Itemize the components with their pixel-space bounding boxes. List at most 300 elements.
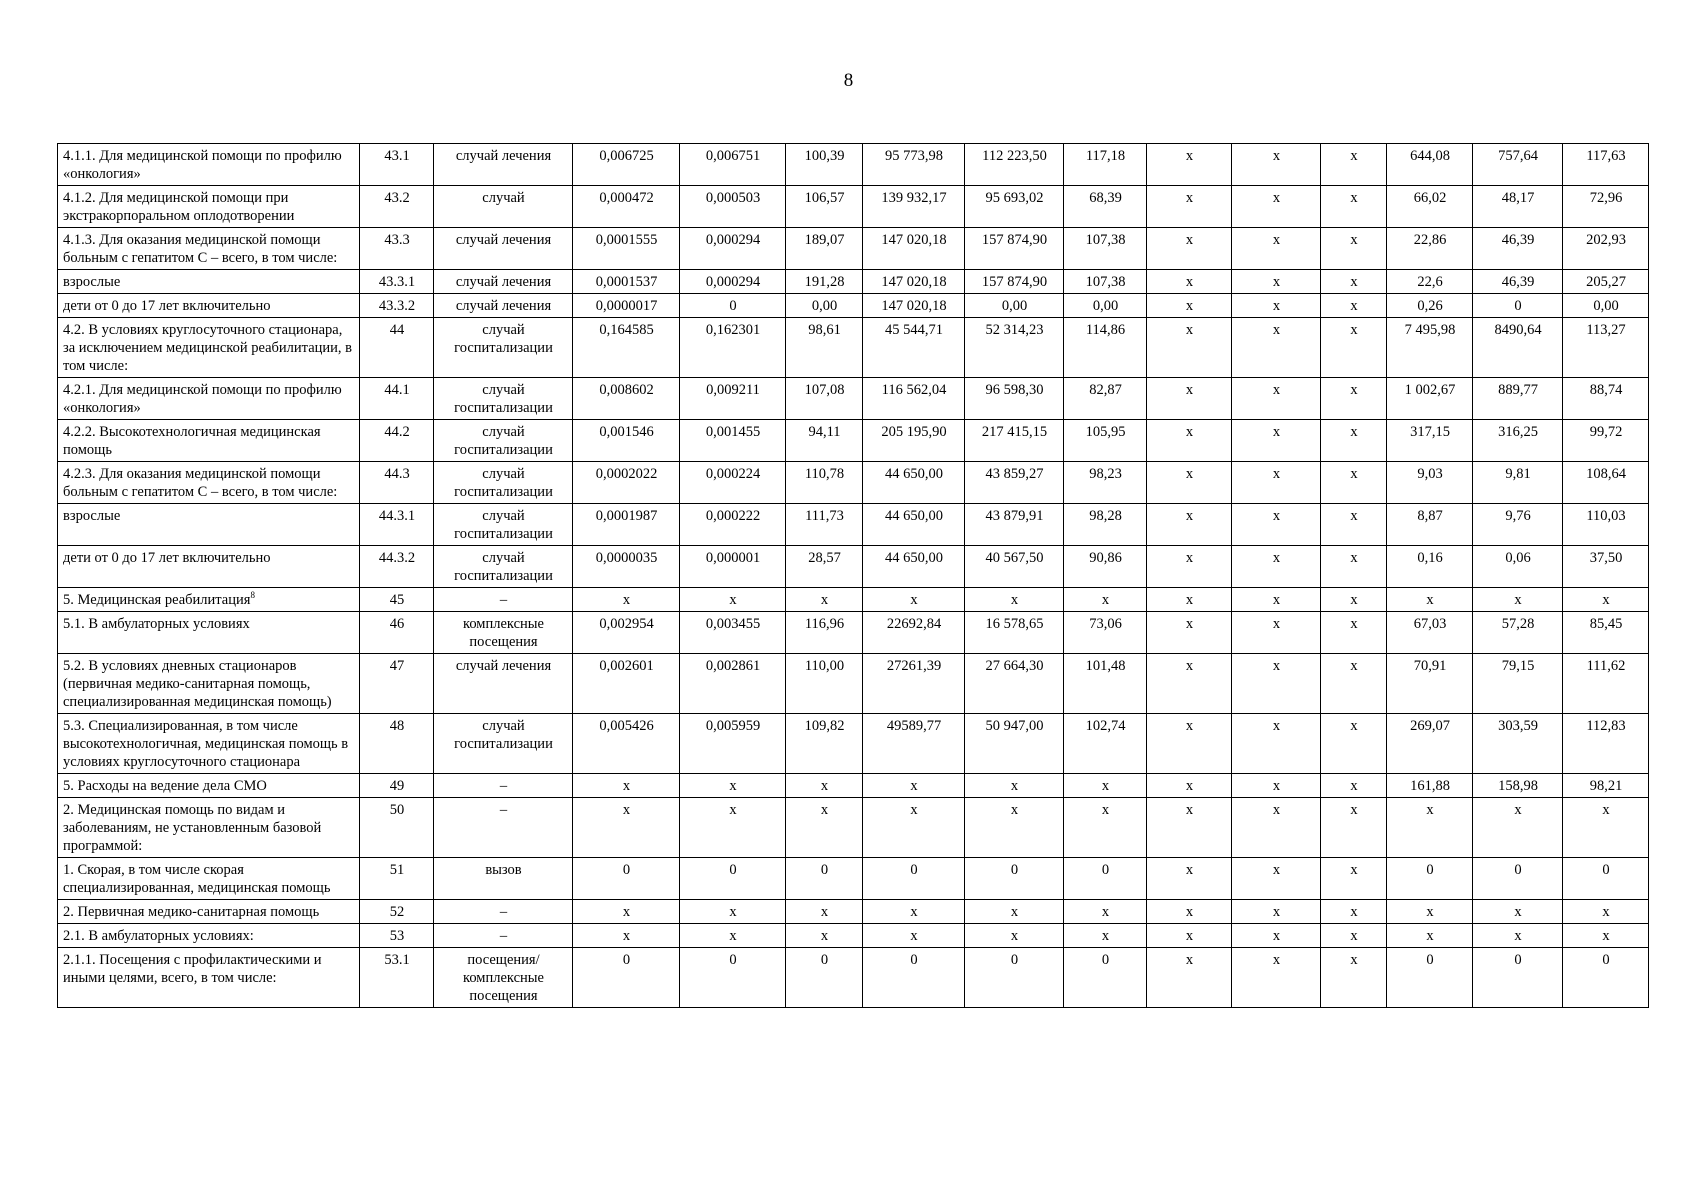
value-cell-col-9: 73,06	[1064, 612, 1147, 654]
row-unit-cell: случай	[434, 186, 573, 228]
table-row	[58, 588, 1649, 612]
value-cell-col-10: x	[1147, 318, 1232, 378]
value-cell-col-8: 112 223,50	[965, 144, 1064, 186]
row-name-cell	[58, 270, 360, 294]
value-cell-col-8: 0	[965, 948, 1064, 1008]
row-name: 4.1.3. Для оказания медицинской помощи больным с гепатитом С – всего, в том числе:	[63, 232, 338, 266]
value-cell-col-5: 0,000294	[680, 270, 786, 294]
value-cell-col-13: x	[1387, 900, 1473, 924]
table-row	[58, 504, 1649, 546]
value-cell-col-10: x	[1147, 900, 1232, 924]
value-cell-col-10: x	[1147, 774, 1232, 798]
value-cell-col-6: 0	[786, 948, 863, 1008]
value-cell-col-5: 0,002861	[680, 654, 786, 714]
row-unit-cell: случай лечения	[434, 294, 573, 318]
value-cell-col-15: 72,96	[1563, 186, 1649, 228]
value-cell-col-10: x	[1147, 714, 1232, 774]
row-unit-cell: вызов	[434, 858, 573, 900]
row-unit-cell: –	[434, 924, 573, 948]
value-cell-col-10: x	[1147, 798, 1232, 858]
value-cell-col-15: 37,50	[1563, 546, 1649, 588]
row-name: 2. Медицинская помощь по видам и заболеваниям, не установленным базовой программой:	[63, 802, 322, 854]
page-number: 8	[843, 70, 854, 91]
value-cell-col-9: 98,28	[1064, 504, 1147, 546]
value-cell-col-4: 0,001546	[573, 420, 680, 462]
row-name: дети от 0 до 17 лет включительно	[63, 550, 271, 566]
value-cell-col-11: x	[1232, 612, 1321, 654]
table-row	[58, 798, 1649, 858]
value-cell-col-4: 0,0000035	[573, 546, 680, 588]
row-code-cell: 43.3.1	[360, 270, 434, 294]
value-cell-col-11: x	[1232, 948, 1321, 1008]
value-cell-col-4: x	[573, 774, 680, 798]
value-cell-col-9: 117,18	[1064, 144, 1147, 186]
value-cell-col-14: x	[1473, 588, 1563, 612]
value-cell-col-7: 44 650,00	[863, 546, 965, 588]
row-name: 5.3. Специализированная, в том числе высокотехнологичная, медицинская помощь в условиях круглосуточного стационара	[63, 718, 349, 770]
value-cell-col-7: 147 020,18	[863, 228, 965, 270]
value-cell-col-12: x	[1321, 270, 1387, 294]
table-row	[58, 378, 1649, 420]
value-cell-col-14: 46,39	[1473, 270, 1563, 294]
value-cell-col-4: x	[573, 924, 680, 948]
value-cell-col-9: 82,87	[1064, 378, 1147, 420]
value-cell-col-9: 0	[1064, 948, 1147, 1008]
value-cell-col-7: 116 562,04	[863, 378, 965, 420]
value-cell-col-15: 0	[1563, 948, 1649, 1008]
value-cell-col-14: x	[1473, 900, 1563, 924]
value-cell-col-14: 316,25	[1473, 420, 1563, 462]
value-cell-col-6: 109,82	[786, 714, 863, 774]
value-cell-col-5: 0,005959	[680, 714, 786, 774]
value-cell-col-10: x	[1147, 228, 1232, 270]
value-cell-col-10: x	[1147, 270, 1232, 294]
row-name: дети от 0 до 17 лет включительно	[63, 298, 271, 314]
value-cell-col-7: 44 650,00	[863, 504, 965, 546]
value-cell-col-13: 22,6	[1387, 270, 1473, 294]
value-cell-col-10: x	[1147, 462, 1232, 504]
value-cell-col-13: 317,15	[1387, 420, 1473, 462]
value-cell-col-14: 303,59	[1473, 714, 1563, 774]
value-cell-col-13: 0	[1387, 858, 1473, 900]
row-unit-cell: случай госпитализации	[434, 318, 573, 378]
value-cell-col-11: x	[1232, 270, 1321, 294]
table-body	[58, 144, 1649, 1008]
value-cell-col-13: 66,02	[1387, 186, 1473, 228]
value-cell-col-8: 157 874,90	[965, 270, 1064, 294]
value-cell-col-8: 217 415,15	[965, 420, 1064, 462]
value-cell-col-12: x	[1321, 900, 1387, 924]
value-cell-col-13: 9,03	[1387, 462, 1473, 504]
table-row	[58, 948, 1649, 1008]
value-cell-col-10: x	[1147, 420, 1232, 462]
value-cell-col-9: 107,38	[1064, 270, 1147, 294]
value-cell-col-4: 0,0001537	[573, 270, 680, 294]
row-name-cell	[58, 504, 360, 546]
value-cell-col-9: 90,86	[1064, 546, 1147, 588]
value-cell-col-12: x	[1321, 378, 1387, 420]
value-cell-col-5: 0	[680, 294, 786, 318]
value-cell-col-4: 0,008602	[573, 378, 680, 420]
row-code-cell: 47	[360, 654, 434, 714]
row-code-cell: 43.3	[360, 228, 434, 270]
value-cell-col-8: 157 874,90	[965, 228, 1064, 270]
value-cell-col-10: x	[1147, 294, 1232, 318]
row-name: взрослые	[63, 274, 121, 290]
value-cell-col-13: 0,16	[1387, 546, 1473, 588]
value-cell-col-14: 889,77	[1473, 378, 1563, 420]
row-code-cell: 43.3.2	[360, 294, 434, 318]
table-row	[58, 462, 1649, 504]
row-name: 4.2.2. Высокотехнологичная медицинская помощь	[63, 424, 321, 458]
value-cell-col-8: 43 879,91	[965, 504, 1064, 546]
value-cell-col-6: 0,00	[786, 294, 863, 318]
value-cell-col-4: 0,000472	[573, 186, 680, 228]
value-cell-col-5: 0	[680, 948, 786, 1008]
value-cell-col-14: 0,06	[1473, 546, 1563, 588]
table-row	[58, 294, 1649, 318]
value-cell-col-8: 50 947,00	[965, 714, 1064, 774]
value-cell-col-11: x	[1232, 588, 1321, 612]
row-name-cell	[58, 948, 360, 1008]
value-cell-col-9: x	[1064, 774, 1147, 798]
row-unit-cell: –	[434, 798, 573, 858]
row-code-cell: 46	[360, 612, 434, 654]
row-name-cell	[58, 228, 360, 270]
value-cell-col-15: 0	[1563, 858, 1649, 900]
value-cell-col-7: 49589,77	[863, 714, 965, 774]
row-unit-cell: случай госпитализации	[434, 462, 573, 504]
row-code-cell: 44.2	[360, 420, 434, 462]
value-cell-col-13: 161,88	[1387, 774, 1473, 798]
value-cell-col-11: x	[1232, 420, 1321, 462]
row-name: 4.2.1. Для медицинской помощи по профилю «онкология»	[63, 382, 342, 416]
value-cell-col-8: 16 578,65	[965, 612, 1064, 654]
value-cell-col-11: x	[1232, 504, 1321, 546]
value-cell-col-5: x	[680, 924, 786, 948]
value-cell-col-13: x	[1387, 798, 1473, 858]
table-row	[58, 144, 1649, 186]
row-name-cell	[58, 546, 360, 588]
value-cell-col-8: 27 664,30	[965, 654, 1064, 714]
row-name: 4.2.3. Для оказания медицинской помощи больным с гепатитом С – всего, в том числе:	[63, 466, 338, 500]
value-cell-col-12: x	[1321, 858, 1387, 900]
value-cell-col-13: x	[1387, 924, 1473, 948]
value-cell-col-6: 28,57	[786, 546, 863, 588]
value-cell-col-14: 48,17	[1473, 186, 1563, 228]
value-cell-col-12: x	[1321, 546, 1387, 588]
row-name: 5.2. В условиях дневных стационаров (первичная медико-санитарная помощь, специализированная медицинская помощь)	[63, 658, 332, 710]
row-name-cell	[58, 378, 360, 420]
value-cell-col-14: 757,64	[1473, 144, 1563, 186]
table-row	[58, 714, 1649, 774]
row-name: 2.1. В амбулаторных условиях:	[63, 928, 254, 944]
value-cell-col-6: 0	[786, 858, 863, 900]
value-cell-col-15: 111,62	[1563, 654, 1649, 714]
value-cell-col-7: 0	[863, 948, 965, 1008]
value-cell-col-5: x	[680, 900, 786, 924]
value-cell-col-11: x	[1232, 186, 1321, 228]
value-cell-col-5: 0,000503	[680, 186, 786, 228]
table-row	[58, 228, 1649, 270]
row-name: 5.1. В амбулаторных условиях	[63, 616, 250, 632]
row-code-cell: 44.3	[360, 462, 434, 504]
row-code-cell: 44.1	[360, 378, 434, 420]
value-cell-col-5: x	[680, 588, 786, 612]
value-cell-col-14: 0	[1473, 294, 1563, 318]
value-cell-col-13: 644,08	[1387, 144, 1473, 186]
value-cell-col-15: 98,21	[1563, 774, 1649, 798]
row-unit-cell: случай госпитализации	[434, 714, 573, 774]
value-cell-col-5: 0,001455	[680, 420, 786, 462]
value-cell-col-11: x	[1232, 228, 1321, 270]
value-cell-col-6: 94,11	[786, 420, 863, 462]
value-cell-col-12: x	[1321, 612, 1387, 654]
value-cell-col-12: x	[1321, 504, 1387, 546]
table-row	[58, 900, 1649, 924]
row-unit-cell: случай госпитализации	[434, 546, 573, 588]
value-cell-col-15: 110,03	[1563, 504, 1649, 546]
row-name: 5. Расходы на ведение дела СМО	[63, 778, 267, 794]
value-cell-col-9: 98,23	[1064, 462, 1147, 504]
row-unit-cell: случай лечения	[434, 144, 573, 186]
value-cell-col-13: 269,07	[1387, 714, 1473, 774]
value-cell-col-9: 0	[1064, 858, 1147, 900]
table-row	[58, 270, 1649, 294]
value-cell-col-7: x	[863, 588, 965, 612]
row-name: взрослые	[63, 508, 121, 524]
value-cell-col-10: x	[1147, 588, 1232, 612]
value-cell-col-8: 40 567,50	[965, 546, 1064, 588]
value-cell-col-7: x	[863, 798, 965, 858]
value-cell-col-6: 191,28	[786, 270, 863, 294]
value-cell-col-6: x	[786, 798, 863, 858]
value-cell-col-7: 45 544,71	[863, 318, 965, 378]
value-cell-col-14: 0	[1473, 948, 1563, 1008]
value-cell-col-12: x	[1321, 186, 1387, 228]
value-cell-col-7: 22692,84	[863, 612, 965, 654]
value-cell-col-5: 0,003455	[680, 612, 786, 654]
row-code-cell: 43.1	[360, 144, 434, 186]
value-cell-col-9: 114,86	[1064, 318, 1147, 378]
value-cell-col-8: x	[965, 924, 1064, 948]
value-cell-col-4: 0,164585	[573, 318, 680, 378]
value-cell-col-4: 0,0000017	[573, 294, 680, 318]
value-cell-col-8: 96 598,30	[965, 378, 1064, 420]
value-cell-col-6: x	[786, 588, 863, 612]
value-cell-col-9: x	[1064, 900, 1147, 924]
value-cell-col-12: x	[1321, 798, 1387, 858]
value-cell-col-12: x	[1321, 420, 1387, 462]
value-cell-col-8: x	[965, 588, 1064, 612]
value-cell-col-7: 95 773,98	[863, 144, 965, 186]
value-cell-col-8: 43 859,27	[965, 462, 1064, 504]
value-cell-col-4: 0	[573, 858, 680, 900]
value-cell-col-10: x	[1147, 948, 1232, 1008]
value-cell-col-7: 0	[863, 858, 965, 900]
value-cell-col-7: x	[863, 924, 965, 948]
value-cell-col-10: x	[1147, 144, 1232, 186]
value-cell-col-6: 98,61	[786, 318, 863, 378]
value-cell-col-15: 88,74	[1563, 378, 1649, 420]
value-cell-col-4: 0,006725	[573, 144, 680, 186]
row-code-cell: 44.3.2	[360, 546, 434, 588]
value-cell-col-11: x	[1232, 654, 1321, 714]
row-code-cell: 51	[360, 858, 434, 900]
value-cell-col-8: 0,00	[965, 294, 1064, 318]
value-cell-col-6: x	[786, 900, 863, 924]
value-cell-col-13: 22,86	[1387, 228, 1473, 270]
value-cell-col-7: 147 020,18	[863, 294, 965, 318]
value-cell-col-13: 70,91	[1387, 654, 1473, 714]
row-unit-cell: –	[434, 900, 573, 924]
value-cell-col-12: x	[1321, 462, 1387, 504]
value-cell-col-12: x	[1321, 774, 1387, 798]
value-cell-col-13: 67,03	[1387, 612, 1473, 654]
value-cell-col-14: 0	[1473, 858, 1563, 900]
row-unit-cell: случай госпитализации	[434, 378, 573, 420]
row-name-cell	[58, 612, 360, 654]
table-row	[58, 420, 1649, 462]
table-row	[58, 186, 1649, 228]
value-cell-col-12: x	[1321, 228, 1387, 270]
row-name-cell	[58, 774, 360, 798]
value-cell-col-6: 107,08	[786, 378, 863, 420]
value-cell-col-7: x	[863, 900, 965, 924]
value-cell-col-8: 52 314,23	[965, 318, 1064, 378]
value-cell-col-7: 44 650,00	[863, 462, 965, 504]
row-name: 4.1.1. Для медицинской помощи по профилю «онкология»	[63, 148, 342, 182]
row-code-cell: 49	[360, 774, 434, 798]
footnote-marker: 8	[250, 590, 255, 601]
value-cell-col-12: x	[1321, 294, 1387, 318]
value-cell-col-8: x	[965, 774, 1064, 798]
row-code-cell: 52	[360, 900, 434, 924]
value-cell-col-15: 0,00	[1563, 294, 1649, 318]
row-code-cell: 53	[360, 924, 434, 948]
value-cell-col-5: 0,000224	[680, 462, 786, 504]
value-cell-col-4: x	[573, 798, 680, 858]
value-cell-col-15: x	[1563, 924, 1649, 948]
value-cell-col-11: x	[1232, 462, 1321, 504]
value-cell-col-15: x	[1563, 900, 1649, 924]
value-cell-col-8: x	[965, 900, 1064, 924]
value-cell-col-14: 158,98	[1473, 774, 1563, 798]
value-cell-col-6: 116,96	[786, 612, 863, 654]
value-cell-col-7: 147 020,18	[863, 270, 965, 294]
row-name-cell	[58, 294, 360, 318]
value-cell-col-12: x	[1321, 318, 1387, 378]
value-cell-col-10: x	[1147, 378, 1232, 420]
row-code-cell: 44	[360, 318, 434, 378]
row-name: 4.2. В условиях круглосуточного стационара, за исключением медицинской реабилитации, в том числе:	[63, 322, 353, 374]
value-cell-col-9: 105,95	[1064, 420, 1147, 462]
value-cell-col-12: x	[1321, 714, 1387, 774]
row-code-cell: 50	[360, 798, 434, 858]
value-cell-col-11: x	[1232, 858, 1321, 900]
value-cell-col-9: 0,00	[1064, 294, 1147, 318]
value-cell-col-15: 108,64	[1563, 462, 1649, 504]
value-cell-col-6: 189,07	[786, 228, 863, 270]
value-cell-col-6: 110,78	[786, 462, 863, 504]
value-cell-col-13: 7 495,98	[1387, 318, 1473, 378]
row-unit-cell: –	[434, 774, 573, 798]
value-cell-col-10: x	[1147, 612, 1232, 654]
table-row	[58, 924, 1649, 948]
value-cell-col-15: 85,45	[1563, 612, 1649, 654]
row-name: 2.1.1. Посещения с профилактическими и иными целями, всего, в том числе:	[63, 952, 322, 986]
value-cell-col-5: 0,000222	[680, 504, 786, 546]
value-cell-col-5: 0,000294	[680, 228, 786, 270]
value-cell-col-15: 112,83	[1563, 714, 1649, 774]
row-code-cell: 43.2	[360, 186, 434, 228]
row-name: 4.1.2. Для медицинской помощи при экстракорпоральном оплодотворении	[63, 190, 295, 224]
row-name: 5. Медицинская реабилитация	[63, 592, 251, 608]
table-row	[58, 612, 1649, 654]
row-unit-cell: посещения/ комплексные посещения	[434, 948, 573, 1008]
value-cell-col-14: x	[1473, 924, 1563, 948]
value-cell-col-15: 202,93	[1563, 228, 1649, 270]
value-cell-col-9: 68,39	[1064, 186, 1147, 228]
value-cell-col-4: x	[573, 588, 680, 612]
row-name-cell	[58, 714, 360, 774]
data-table	[57, 143, 1649, 1008]
value-cell-col-5: 0	[680, 858, 786, 900]
value-cell-col-8: 95 693,02	[965, 186, 1064, 228]
value-cell-col-13: 0	[1387, 948, 1473, 1008]
value-cell-col-10: x	[1147, 186, 1232, 228]
row-unit-cell: комплексные посещения	[434, 612, 573, 654]
row-name-cell	[58, 798, 360, 858]
value-cell-col-14: 9,81	[1473, 462, 1563, 504]
value-cell-col-5: x	[680, 774, 786, 798]
row-unit-cell: случай лечения	[434, 270, 573, 294]
table-row	[58, 774, 1649, 798]
value-cell-col-12: x	[1321, 144, 1387, 186]
value-cell-col-5: 0,009211	[680, 378, 786, 420]
value-cell-col-7: 27261,39	[863, 654, 965, 714]
row-unit-cell: случай лечения	[434, 654, 573, 714]
row-name-cell	[58, 654, 360, 714]
value-cell-col-7: 139 932,17	[863, 186, 965, 228]
value-cell-col-4: 0,0001555	[573, 228, 680, 270]
row-name-cell	[58, 858, 360, 900]
table-row	[58, 858, 1649, 900]
value-cell-col-11: x	[1232, 294, 1321, 318]
value-cell-col-11: x	[1232, 798, 1321, 858]
value-cell-col-9: 107,38	[1064, 228, 1147, 270]
value-cell-col-10: x	[1147, 924, 1232, 948]
value-cell-col-13: 1 002,67	[1387, 378, 1473, 420]
value-cell-col-15: 99,72	[1563, 420, 1649, 462]
row-code-cell: 45	[360, 588, 434, 612]
row-name: 1. Скорая, в том числе скорая специализированная, медицинская помощь	[63, 862, 331, 896]
row-name-cell	[58, 924, 360, 948]
value-cell-col-9: x	[1064, 588, 1147, 612]
value-cell-col-5: 0,000001	[680, 546, 786, 588]
value-cell-col-9: x	[1064, 924, 1147, 948]
value-cell-col-4: 0,005426	[573, 714, 680, 774]
value-cell-col-9: 102,74	[1064, 714, 1147, 774]
row-code-cell: 48	[360, 714, 434, 774]
value-cell-col-6: 100,39	[786, 144, 863, 186]
value-cell-col-12: x	[1321, 924, 1387, 948]
row-unit-cell: случай госпитализации	[434, 420, 573, 462]
value-cell-col-15: x	[1563, 588, 1649, 612]
row-name-cell	[58, 318, 360, 378]
value-cell-col-11: x	[1232, 900, 1321, 924]
value-cell-col-14: 46,39	[1473, 228, 1563, 270]
